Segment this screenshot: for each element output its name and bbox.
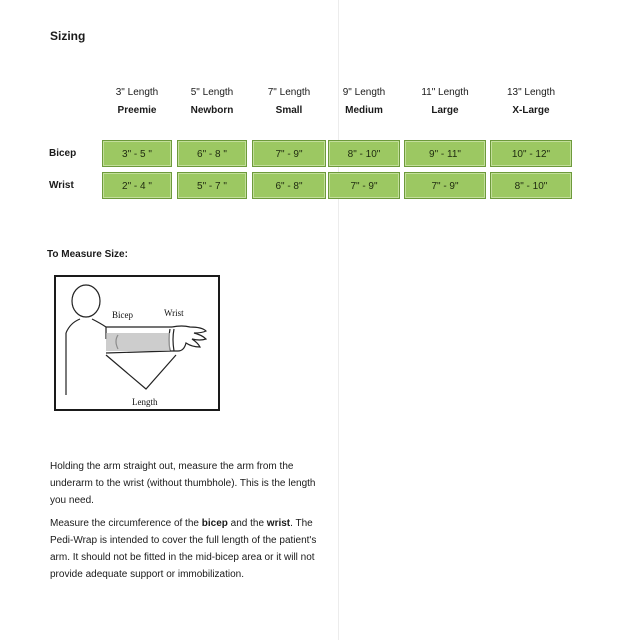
column-header-preemie (102, 84, 172, 120)
column-size: X-Large (512, 105, 550, 116)
sizing-heading: Sizing (50, 29, 86, 43)
table-cell: 6" - 8 " (177, 140, 247, 167)
column-length: 7" Length (267, 87, 311, 98)
instruction-paragraph-2 (50, 515, 320, 583)
row-label-bicep: Bicep (49, 148, 77, 159)
instruction-text: Measure the circumference of the (50, 518, 202, 529)
table-cell: 8" - 10" (328, 140, 400, 167)
diagram-label-bicep: Bicep (112, 310, 133, 320)
table-cell: 8" - 10" (490, 172, 572, 199)
column-length: 11" Length (421, 87, 469, 98)
row-label-wrist: Wrist (49, 180, 74, 191)
table-cell: 6" - 8" (252, 172, 326, 199)
table-cell: 5" - 7 " (177, 172, 247, 199)
instruction-wrist-term: wrist (266, 518, 291, 529)
column-size: Medium (345, 105, 383, 116)
measure-title: To Measure Size: (47, 249, 128, 260)
instruction-paragraph-1: Holding the arm straight out, measure the arm from the underarm to the wrist (without thumbhole). This is the length you need. (50, 461, 316, 506)
arm-illustration (56, 277, 218, 409)
column-size: Small (275, 105, 303, 116)
column-length: 9" Length (342, 87, 386, 98)
column-header-newborn (177, 84, 247, 120)
column-header-large (404, 84, 486, 120)
column-size: Newborn (190, 105, 234, 116)
table-cell: 9" - 11" (404, 140, 486, 167)
column-size: Preemie (117, 105, 157, 116)
column-length: 5" Length (190, 87, 234, 98)
column-header-medium (328, 84, 400, 120)
column-header-x-large (490, 84, 572, 120)
measure-diagram (54, 275, 220, 411)
table-cell: 2" - 4 " (102, 172, 172, 199)
diagram-label-length: Length (132, 397, 158, 407)
instruction-bicep-term: bicep (201, 518, 228, 529)
table-cell: 7" - 9" (252, 140, 326, 167)
column-size: Large (431, 105, 459, 116)
diagram-label-wrist: Wrist (164, 308, 184, 318)
table-cell: 7" - 9" (404, 172, 486, 199)
table-cell: 10" - 12" (490, 140, 572, 167)
column-header-small (252, 84, 326, 120)
table-cell: 3" - 5 " (102, 140, 172, 167)
column-length: 13" Length (506, 87, 556, 98)
column-length: 3" Length (115, 87, 159, 98)
instruction-text: . The Pedi-Wrap is intended to cover the full length of the patient's arm. It should not be fitted in the mid-bicep area or it will not provide adequate support or immobilization. (50, 518, 317, 580)
table-cell: 7" - 9" (328, 172, 400, 199)
instruction-text: and the (227, 518, 267, 529)
